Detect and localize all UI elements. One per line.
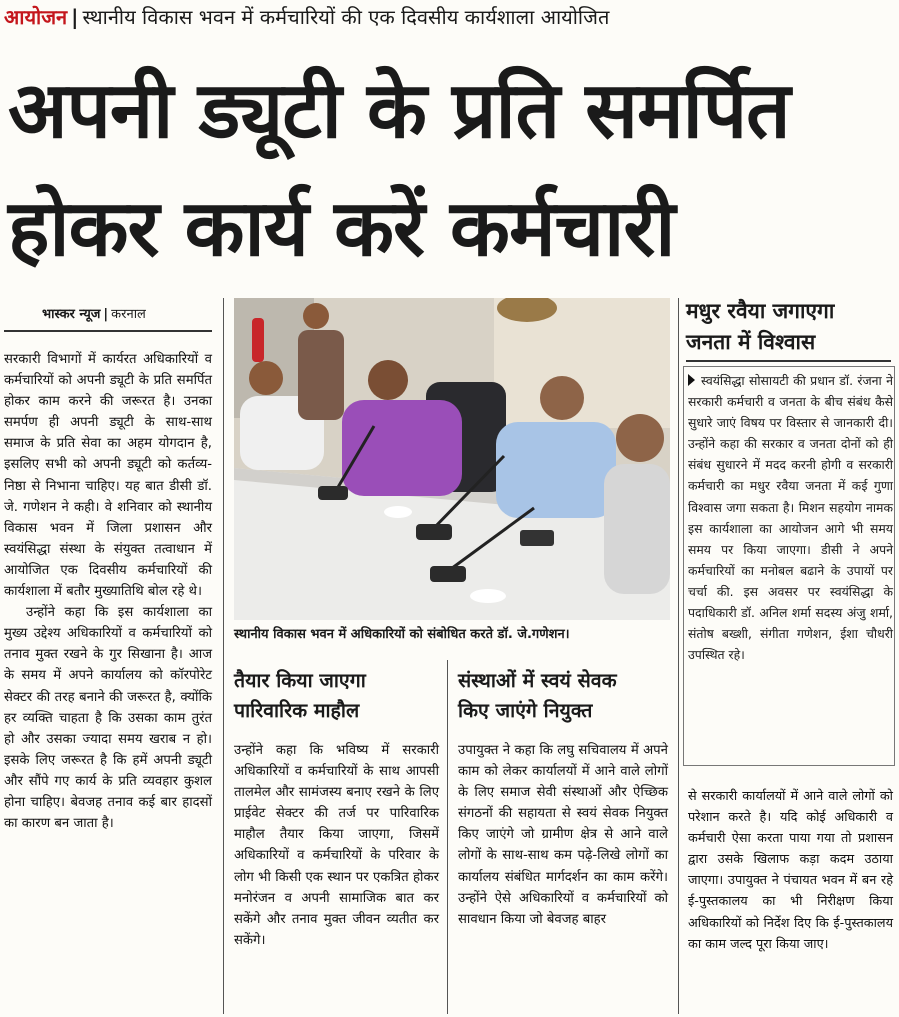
photo-caption: स्थानीय विकास भवन में अधिकारियों को संबोधित करते डॉ. जे.गणेशन। xyxy=(234,627,570,642)
strapline xyxy=(4,2,896,32)
byline-rule xyxy=(4,330,212,332)
column-rule-3 xyxy=(678,298,679,1014)
column-3-subhead-line-2: किए जाएंगे नियुक्त xyxy=(458,699,593,722)
strap-tag: आयोजन xyxy=(4,5,68,29)
column-1-paragraph-1: सरकारी विभागों में कार्यरत अधिकारियों व कर्मचारियों को अपनी ड्यूटी के प्रति समर्पित होकर काम करने की जरूरत है। उनका समर्पण ही अपनी ड्यूटी के साथ-साथ समाज के प्रति सेवा का अहम योगदान है, इसलिए सभी को अपनी ड्यूटी को कर्तव्य-निष्ठा से निभाना चाहिए। यह बात डीसी डॉ. जे. गणेशन ने कही। वे शनिवार को स्थानीय विकास भवन में जिला प्रशासन और स्वयंसिद्धा संस्था के संयुक्त तत्वाधान में आयोजित एक दिवसीय कर्मचारियों की कार्यशाला में बतौर मुख्यातिथि बोल रहे थे। xyxy=(4,352,212,600)
byline-city: करनाल xyxy=(111,307,146,322)
byline-agency: भास्कर न्यूज xyxy=(42,307,101,322)
column-1-paragraph-2: उन्होंने कहा कि इस कार्यशाला का मुख्य उद्देश्य अधिकारियों व कर्मचारियों को तनाव मुक्त रखने के गुर सिखाना है। आज के समय में अपने कार्यालय को कॉरपोरेट सेक्टर की तरह बनाने की जरूरत है, क्योंकि हर व्यक्ति चाहता है कि उसका काम तुरंत हो और उसका ज्यादा समय खराब न हो। इसके लिए जरूरत है कि हमें अपनी ड्यूटी और सौंपे गए कार्य के प्रति व्यवहार कुशल होना चाहिए। बेवजह तनाव कई बार हादसों का कारण बन जाता है। xyxy=(4,605,212,832)
sidebar-heading-line-1: मधुर रवैया जगाएगा xyxy=(686,299,835,323)
headline-line-2: होकर कार्य करें कर्मचारी xyxy=(8,184,675,274)
byline xyxy=(42,304,146,322)
column-2-subhead xyxy=(234,666,444,726)
sidebar-box-border xyxy=(683,366,895,766)
news-photo-illustration xyxy=(234,298,670,620)
sidebar-body: स्वयंसिद्धा सोसायटी की प्रधान डॉ. रंजना ने सरकारी कर्मचारी व जनता के बीच संबंध कैसे सुधारे जाएं विषय पर विस्तार से जानकारी दी। उन्होंने कहा की सरकार व जनता दोनों को ही संबंध सुधारने में मदद करनी होगी व सरकारी कर्मचारी का मधुर रवैया जनता में कई गुणा विश्वास जगा सकता है। मिशन सहयोग नामक इस कार्यशाला का आयोजन आगे भी समय समय पर किया जाएगा। डीसी ने अपने कर्मचारियों का मनोबल बढाने के उपायों पर चर्चा की. इस अवसर पर स्वयंसिद्धा के पदाधिकारी डॉ. अनिल शर्मा सदस्य अंजु शर्मा, संतोष बख्शी, संगीता गणेशन, ईशा चौधरी उपस्थित रहे। xyxy=(688,373,893,663)
strap-text: स्थानीय विकास भवन में कर्मचारियों की एक दिवसीय कार्यशाला आयोजित xyxy=(82,5,610,29)
column-3-body: उपायुक्त ने कहा कि लघु सचिवालय में अपने काम को लेकर कार्यालयों में आने वाले लोगों के लिए समाज सेवी संस्थाओं और ऐच्छिक संगठनों की सहायता से स्वयं सेवक नियुक्त किए जाएंगे जो ग्रामीण क्षेत्र से आने वाले लोगों के साथ-साथ कम पढ़े-लिखे लोगों का कार्यालय संबंधित मार्गदर्शन का काम करेंगे। उन्होंने ऐसे अधिकारियों व कर्मचारियों को सावधान किया जो बेवजह बाहर xyxy=(458,743,668,927)
column-2-body: उन्होंने कहा कि भविष्य में सरकारी अधिकारियों व कर्मचारियों के साथ आपसी तालमेल और सामंजस्य बनाए रखने के लिए प्राईवेट सेक्टर की तर्ज पर पारिवारिक माहौल तैयार किया जाएगा, जिसमें अधिकारियों व कर्मचारियों के परिवार के लोग भी किसी एक स्थान पर एकत्रित होकर मनोरंजन व अपनी सामाजिक बात कर सकेंगे और तनाव मुक्त जीवन व्यतीत कर सकेंगे। xyxy=(234,743,439,948)
headline xyxy=(8,52,893,288)
strap-separator: | xyxy=(71,5,79,29)
column-3-subhead-line-1: संस्थाओं में स्वयं सेवक xyxy=(458,669,617,692)
sidebar-heading xyxy=(686,296,891,358)
sidebar-heading-rule xyxy=(686,360,891,362)
headline-line-1: अपनी ड्यूटी के प्रति समर्पित xyxy=(8,66,790,156)
column-2-subhead-line-1: तैयार किया जाएगा xyxy=(234,669,366,692)
column-rule-2 xyxy=(447,660,448,1014)
column-1 xyxy=(4,349,212,834)
column-3-subhead xyxy=(458,666,673,726)
column-2-subhead-line-2: पारिवारिक माहौल xyxy=(234,699,360,722)
byline-separator: | xyxy=(103,307,109,322)
sidebar-heading-line-2: जनता में विश्वास xyxy=(686,330,816,354)
column-rule-1 xyxy=(223,298,224,1014)
column-4-body: से सरकारी कार्यालयों में आने वाले लोगों को परेशान करते है। यदि कोई अधिकारी व कर्मचारी ऐसा करता पाया गया तो प्रशासन द्वारा उसके खिलाफ कड़ा कदम उठाया जाएगा। उपायुक्त ने पंचायत भवन में बन रहे ई-पुस्तकालय का भी निरीक्षण किया अधिकारियों को निर्देश दिए कि ई-पुस्तकालय का काम जल्द पूरा किया जाए। xyxy=(688,789,893,952)
news-photo xyxy=(234,298,670,620)
